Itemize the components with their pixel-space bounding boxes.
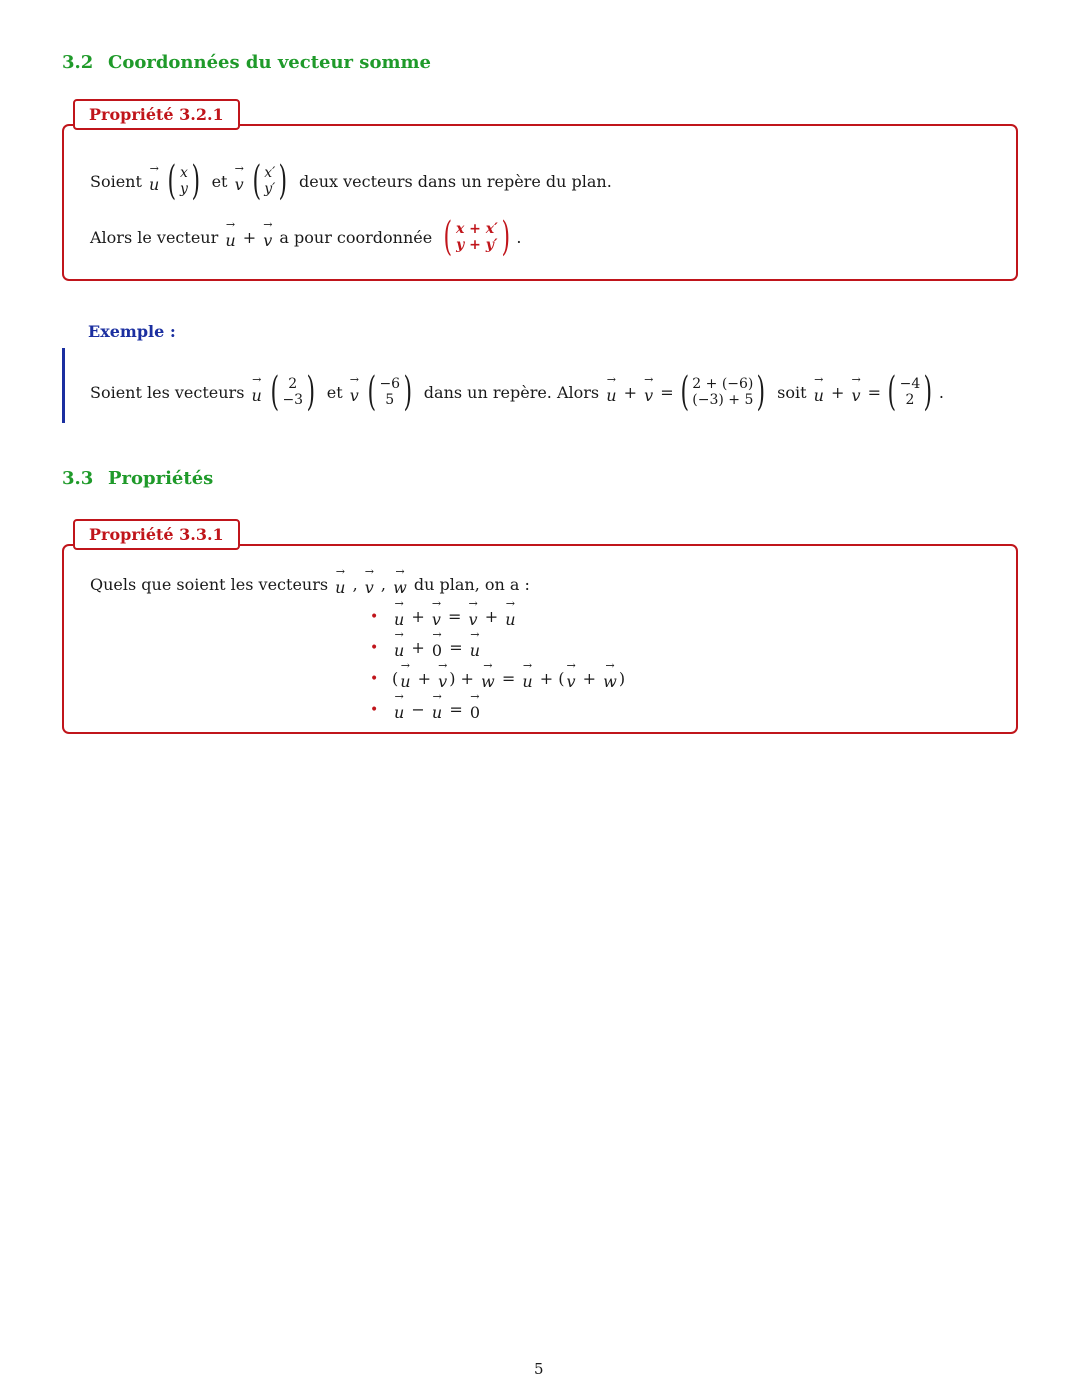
equals-sign: = — [449, 638, 463, 657]
list-item — [370, 694, 625, 725]
cell: −4 — [899, 376, 921, 392]
vector-v: → v — [438, 666, 447, 691]
section-title-3-3 — [62, 468, 213, 489]
matrix-result: ( −4 2 ) — [887, 369, 933, 415]
vector-zero: → 0 — [470, 697, 480, 722]
plus-sign: + — [460, 669, 474, 688]
vector-v: → v — [852, 380, 861, 405]
vector-u: → u — [400, 666, 410, 691]
text-soit: soit — [777, 382, 807, 402]
cell: 2 + (−6) — [692, 376, 754, 392]
bullet: • — [370, 701, 379, 718]
example-label: Exemple : — [88, 322, 176, 341]
text-intro: Quels que soient les vecteurs — [90, 574, 329, 594]
comma: , — [352, 574, 358, 594]
cell: 5 — [385, 392, 395, 408]
text-mid: dans un repère. Alors — [423, 382, 600, 402]
vector-zero: → 0 — [432, 635, 442, 660]
equals-sign: = — [501, 669, 516, 688]
equals-sign: = — [867, 382, 882, 402]
cell: y + y′ — [456, 237, 498, 253]
matrix-sum: ( x + x′ y + y′ ) — [443, 214, 510, 260]
list-item — [370, 601, 625, 632]
plus-sign: + — [582, 669, 597, 688]
vector-v: → v — [235, 169, 244, 194]
vector-v: → v — [644, 380, 653, 405]
vector-u: → u — [252, 380, 262, 405]
vector-u: → u — [470, 635, 480, 660]
text-alors: Alors le vecteur — [90, 227, 219, 247]
paren: ( — [558, 669, 565, 688]
bullet: • — [370, 639, 379, 656]
vector-u: → u — [522, 666, 532, 691]
plus-sign: + — [831, 382, 845, 402]
vector-u: → u — [335, 572, 345, 597]
plus-sign: + — [623, 382, 638, 402]
example-bar — [62, 348, 65, 423]
text-soient: Soient — [90, 171, 142, 191]
vector-u: → u — [149, 169, 159, 194]
vector-u: → u — [394, 635, 404, 660]
property-3-2-1-line-1 — [90, 158, 612, 204]
text-tail: deux vecteurs dans un repère du plan. — [299, 171, 612, 191]
vector-v: → v — [365, 572, 374, 597]
section-title-3-2 — [62, 52, 431, 73]
plus-sign: + — [411, 638, 425, 657]
section-number: 3.3 — [62, 468, 94, 489]
property-3-2-1-line-2 — [90, 212, 522, 262]
plus-sign: + — [539, 669, 554, 688]
plus-sign: + — [242, 227, 257, 247]
cell: y — [179, 181, 188, 197]
cell: −6 — [379, 376, 401, 392]
vector-w: → w — [603, 666, 617, 691]
plus-sign: + — [417, 669, 432, 688]
vector-v: → v — [350, 380, 359, 405]
period: . — [938, 382, 944, 402]
text-intro-end: du plan, on a : — [413, 574, 530, 594]
equals-sign: = — [660, 382, 674, 402]
equals-sign: = — [449, 700, 463, 719]
matrix-v: ( x′ y′ ) — [252, 158, 288, 204]
example-line — [90, 366, 944, 418]
matrix-sum: ( 2 + (−6) (−3) + 5 ) — [680, 369, 766, 415]
period: . — [516, 227, 522, 247]
bullet: • — [370, 670, 379, 687]
vector-w: → w — [481, 666, 495, 691]
plus-sign: + — [411, 607, 425, 626]
section-title-text: Propriétés — [108, 468, 214, 489]
cell: x — [179, 165, 188, 181]
vector-u: → u — [505, 604, 515, 629]
section-title-text: Coordonnées du vecteur somme — [108, 52, 431, 73]
vector-u: → u — [225, 225, 235, 250]
paren: ( — [392, 669, 399, 688]
cell: x + x′ — [455, 221, 498, 237]
equals-sign: = — [448, 607, 462, 626]
cell: 2 — [288, 376, 298, 392]
vector-w: → w — [393, 572, 407, 597]
property-label-3-3-1: Propriété 3.3.1 — [73, 519, 240, 550]
paren: ) — [449, 669, 456, 688]
cell: −3 — [282, 392, 304, 408]
plus-sign: + — [484, 607, 499, 626]
vector-v: → v — [263, 225, 272, 250]
matrix-v: ( −6 5 ) — [367, 369, 413, 415]
comma: , — [380, 574, 386, 594]
vector-u: → u — [814, 380, 824, 405]
vector-v: → v — [469, 604, 478, 629]
matrix-u: ( 2 −3 ) — [270, 369, 316, 415]
text-tail: a pour coordonnée — [279, 227, 433, 247]
matrix-u: ( x y ) — [167, 158, 200, 204]
properties-list — [370, 601, 625, 725]
vector-v: → v — [432, 604, 441, 629]
vector-u: → u — [394, 604, 404, 629]
text-et: et — [211, 171, 228, 191]
vector-u: → u — [394, 697, 404, 722]
minus-sign: − — [411, 700, 425, 719]
vector-v: → v — [567, 666, 576, 691]
property-label-3-2-1: Propriété 3.2.1 — [73, 99, 240, 130]
property-3-3-1-intro — [90, 572, 530, 596]
text-soient: Soient les vecteurs — [90, 382, 245, 402]
page-number: 5 — [534, 1360, 544, 1378]
cell: y′ — [264, 181, 276, 197]
cell: 2 — [905, 392, 915, 408]
cell: x′ — [264, 165, 276, 181]
text-et: et — [326, 382, 343, 402]
vector-u: → u — [606, 380, 616, 405]
cell: (−3) + 5 — [692, 392, 754, 408]
vector-u: → u — [432, 697, 442, 722]
bullet: • — [370, 608, 379, 625]
list-item — [370, 663, 625, 694]
paren: ) — [618, 669, 626, 688]
section-number: 3.2 — [62, 52, 94, 73]
